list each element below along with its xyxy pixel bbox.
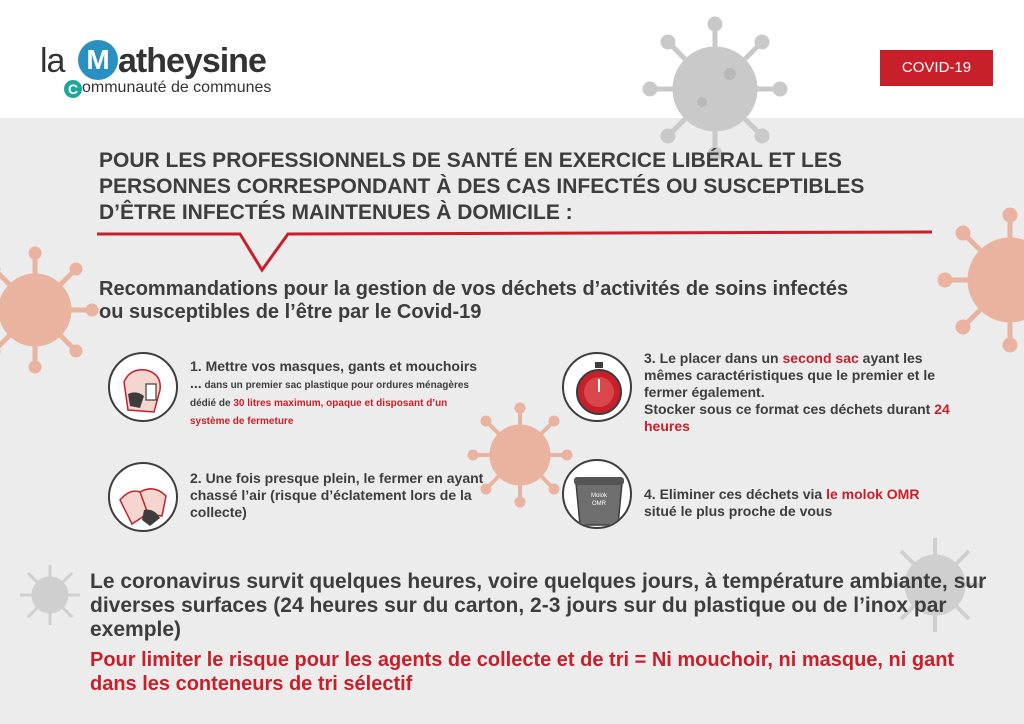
bottom-warning-text: Pour limiter le risque pour les agents de collecte et de tri = Ni mouchoir, ni masque, ni gant dans les conteneurs de tri sélectif	[90, 649, 955, 695]
step1-title: 1. Mettre vos masques, gants et mouchoirs ...	[190, 358, 478, 391]
step3-text	[644, 350, 964, 435]
step1-detail: dans un premier sac plastique pour ordures ménagères dédié de	[190, 380, 469, 409]
logo-la: la	[40, 42, 65, 80]
logo-m-letter: M	[78, 40, 118, 80]
bin-label-2: OMR	[592, 501, 606, 507]
step4-text	[644, 486, 934, 520]
logo-subtitle: ommunauté de communes	[82, 79, 272, 96]
virus-grey-small-icon	[15, 560, 85, 630]
step1-detail-red: 30 litres maximum, opaque et disposant d’un système de fermeture	[190, 398, 448, 427]
step3-red2: 24 heures	[644, 401, 950, 434]
step2-text: 2. Une fois presque plein, le fermer en ayant chassé l’air (risque d’éclatement lors de la collecte)	[190, 470, 484, 520]
step3-a: 3. Le placer dans un	[644, 350, 783, 366]
step3-timer-icon	[562, 352, 632, 422]
step4-red1: le molok OMR	[826, 486, 920, 502]
speech-bubble-line	[0, 0, 1024, 290]
step3-red1: second sac	[782, 350, 859, 366]
step2-bag-hands-icon	[108, 462, 178, 532]
logo-name: atheysine	[118, 42, 266, 80]
step3-c: Stocker sous ce format ces déchets durant	[644, 401, 935, 417]
subheading: Recommandations pour la gestion de vos déchets d’activités de soins infectés ou susceptibles de l’être par le Covid-19	[99, 278, 849, 323]
logo-c-letter: C	[64, 80, 82, 98]
step4-a: 4. Eliminer ces déchets via	[644, 486, 827, 502]
step4-b: situé le plus proche de vous	[644, 503, 833, 519]
bin-label-1: Molok	[590, 493, 608, 499]
bottom-info-text: Le coronavirus survit quelques heures, voire quelques jours, à température ambiante, sur diverses surfaces (24 heures sur du carton, 2-3 jours sur du plastique ou de l’inox par exemple)	[90, 570, 987, 641]
step3-b: ayant les mêmes caractéristiques que le premier et le fermer également.	[644, 350, 936, 400]
covid-badge: COVID-19	[880, 50, 993, 86]
step1-text	[190, 358, 480, 429]
step4-molok-bin-icon	[562, 459, 632, 529]
main-heading: POUR LES PROFESSIONNELS DE SANTÉ EN EXERCICE LIBÉRAL ET LES PERSONNES CORRESPONDANT À DES CAS INFECTÉS OU SUSCEPTIBLES D’ÊTRE INFECTÉS MAINTENUES À DOMICILE :	[99, 149, 865, 224]
step1-hands-icon	[108, 352, 178, 422]
